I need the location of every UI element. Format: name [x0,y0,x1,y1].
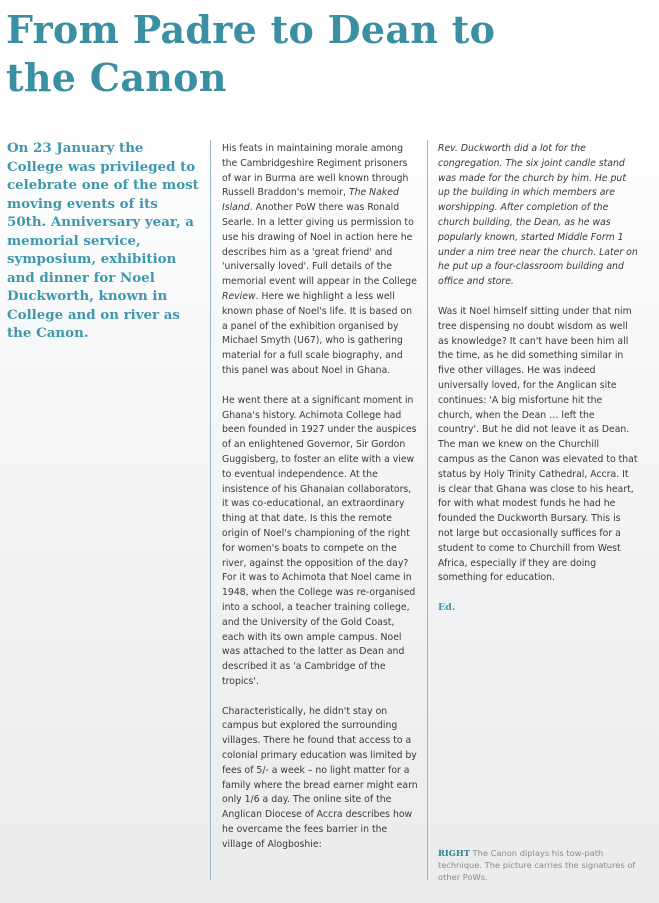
paragraph-text: . Here we highlight a less well known phase of Noel's life. It is based on a panel of the exhibition organised by Michael Smyth (U67), who is gathering material for a full scale biography, and this panel was about Noel in Ghana. [222,290,413,376]
quoted-passage: Rev. Duckworth did a lot for the congregation. The six joint candle stand was made for the church by him. He put up the building in which members are worshipping. After completion of the church building, the Dean, as he was popularly known, started Middle Form 1 under a nim tree near the church. Later on he put up a four-classroom building and office and store. [438,143,638,288]
body-paragraph-3: Characteristically, he didn't stay on campus but explored the surrounding villages. There he found that access to a colonial primary education was limited by fees of 5/- a week – no light matter for a family where the bread earner might earn only 1/6 a day. The online site of the Anglican Diocese of Accra describes how he overcame the fees barrier in the village of Alogboshie: [222,705,418,850]
body-paragraph-2: He went there at a significant moment in Ghana's history. Achimota College had been founded in 1927 under the auspices of an enlightened Governor, Sir Gordon Guggisberg, to foster an elite with a view to eventual independence. At the insistence of his Ghanaian collaborators, it was co-educational, an extraordinary thing at that date. Is this the remote origin of Noel's championing of the right for women's boats to compete on the river, against the opposition of the day? For it was to Achimota that Noel came in 1948, when the College was re-organised into a school, a teacher training college, and the University of the Gold Coast, each with its own ample campus. Noel was attached to the latter as Dean and described it as 'a Cambridge of the tropics'. [222,394,417,687]
body-paragraph-4: Was it Noel himself sitting under that nim tree dispensing no doubt wisdom as well as knowledge? It can't have been him all the time, as he did something similar in five other villages. He was indeed universally loved, for the Anglican site continues: 'A big misfortune hit the church, when the Dean … left the country'. But he did not leave it as Dean. The man we knew on the Churchill campus as the Canon was elevated to that status by Holy Trinity Cathedral, Accra. It is clear that Ghana was close to his heart, for with what modest funds he had he founded the Duckworth Bursary. This is not large but occasionally suffices for a student to come to Churchill from West Africa, especially if they are doing something for education. [438,305,638,584]
body-paragraph-1 [222,142,419,379]
editor-signature: Ed. [438,602,456,614]
body-column-2 [438,142,638,616]
photo-caption [438,847,638,883]
article-title [6,6,646,102]
paragraph-text: . Another PoW there was Ronald Searle. In a letter giving us permission to use his drawing of Noel in action here he describes him as a 'great friend' and 'universally loved'. Full details of the memorial event will appear in the College [222,202,417,288]
intro-paragraph: On 23 January the College was privileged to celebrate one of the most moving events of its 50th. Anniversary year, a memorial service, symposium, exhibition and dinner for Noel Duckworth, known in College and on river as the Canon. [7,140,199,341]
column-divider-left [210,140,211,880]
caption-text: The Canon diplays his tow-path technique. The picture carries the signatures of other PoWs. [438,848,636,882]
title-line-1: From Padre to Dean to [6,7,496,52]
column-divider-right [427,140,428,880]
caption-label: RIGHT [438,848,470,858]
book-title: The Naked Island [222,187,399,214]
paragraph-text: His feats in maintaining morale among the Cambridgeshire Regiment prisoners of war in Burma are well known through Russell Braddon's memoir, [222,143,409,199]
title-line-2: the Canon [6,55,227,100]
publication-title: Review [222,290,256,302]
body-column-1 [222,142,419,868]
